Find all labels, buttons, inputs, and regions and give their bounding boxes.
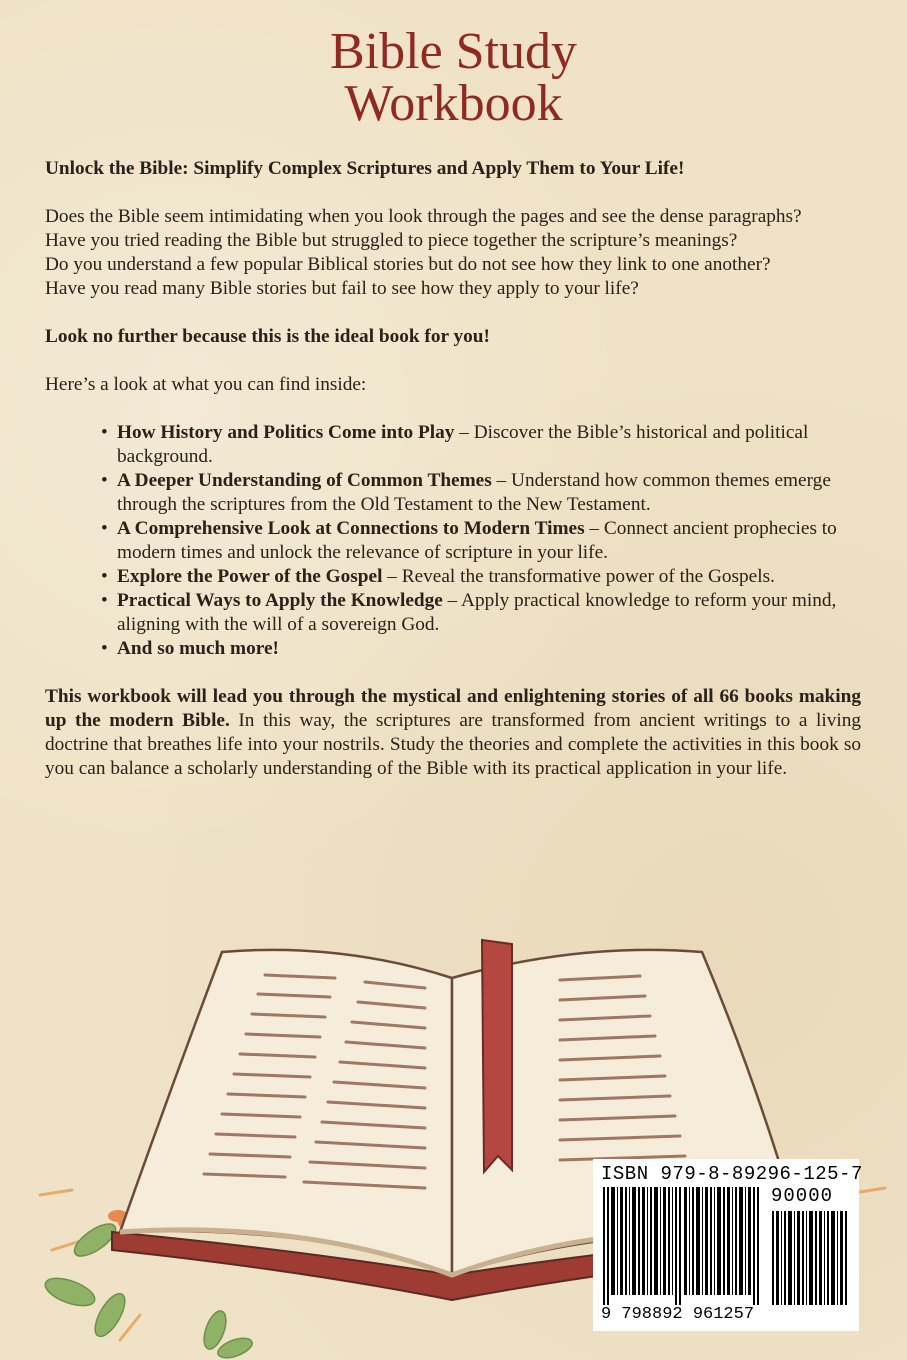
ean-barcode-bars	[601, 1187, 761, 1305]
isbn-label: ISBN 979-8-89296-125-7	[601, 1163, 863, 1185]
intro: Here’s a look at what you can find inside:	[45, 374, 367, 395]
feature-item	[101, 589, 861, 637]
feature-title: How History and Politics Come into Play	[117, 422, 455, 443]
question-4: Have you read many Bible stories but fail to see how they apply to your life?	[45, 278, 639, 299]
bullet: •	[101, 470, 108, 491]
addon-barcode-bars	[771, 1211, 849, 1305]
feature-title: Explore the Power of the Gospel	[117, 566, 383, 587]
tagline: Unlock the Bible: Simplify Complex Scriptures and Apply Them to Your Life!	[45, 158, 685, 179]
left-page	[120, 950, 452, 1275]
question-2: Have you tried reading the Bible but struggled to piece together the scripture’s meanings?	[45, 230, 738, 251]
book-title	[0, 23, 907, 132]
bullet: •	[101, 638, 108, 659]
feature-desc: – Reveal the transformative power of the Gospels.	[382, 566, 775, 587]
feature-desc: – Understand how common themes emerge through the scriptures from the Old Testament to the New Testament.	[117, 470, 831, 515]
addon-number: 90000	[771, 1185, 834, 1207]
title-line-1: Bible Study	[329, 23, 578, 80]
feature-title: A Comprehensive Look at Connections to Modern Times	[117, 518, 585, 539]
closing-paragraph	[45, 685, 861, 781]
feature-desc: – Apply practical knowledge to reform your mind, aligning with the will of a sovereign God.	[117, 590, 837, 635]
feature-list	[45, 421, 861, 661]
question-3: Do you understand a few popular Biblical stories but do not see how they link to one another?	[45, 254, 771, 275]
feature-title: Practical Ways to Apply the Knowledge	[117, 590, 443, 611]
feature-item	[101, 637, 861, 661]
bullet: •	[101, 518, 108, 539]
bullet: •	[101, 590, 108, 611]
title-line-2: Workbook	[344, 75, 563, 132]
back-cover-text	[45, 157, 861, 781]
callout: Look no further because this is the ideal book for you!	[45, 326, 490, 347]
ean-number: 9 798892 961257	[601, 1305, 755, 1324]
feature-title: And so much more!	[117, 638, 279, 659]
feature-title: A Deeper Understanding of Common Themes	[117, 470, 492, 491]
question-1: Does the Bible seem intimidating when you look through the pages and see the dense paragraphs?	[45, 206, 802, 227]
closing-bold: This workbook will lead you through the mystical and enlightening stories of all 66 books making up the modern Bible.	[45, 686, 861, 731]
ribbon-bookmark	[482, 940, 512, 1172]
feature-item	[101, 469, 861, 517]
feature-item	[101, 517, 861, 565]
feature-desc: – Connect ancient prophecies to modern times and unlock the relevance of scripture in your life.	[117, 518, 837, 563]
feature-desc: – Discover the Bible’s historical and political background.	[117, 422, 809, 467]
closing-text: In this way, the scriptures are transformed from ancient writings to a living doctrine that breathes life into your nostrils. Study the theories and complete the activities in this book so you can balance a scholarly understanding of the Bible with its practical application in your life.	[45, 710, 861, 779]
feature-item	[101, 421, 861, 469]
bullet: •	[101, 566, 108, 587]
feature-item	[101, 565, 861, 589]
isbn-barcode	[593, 1159, 863, 1331]
bullet: •	[101, 422, 108, 443]
